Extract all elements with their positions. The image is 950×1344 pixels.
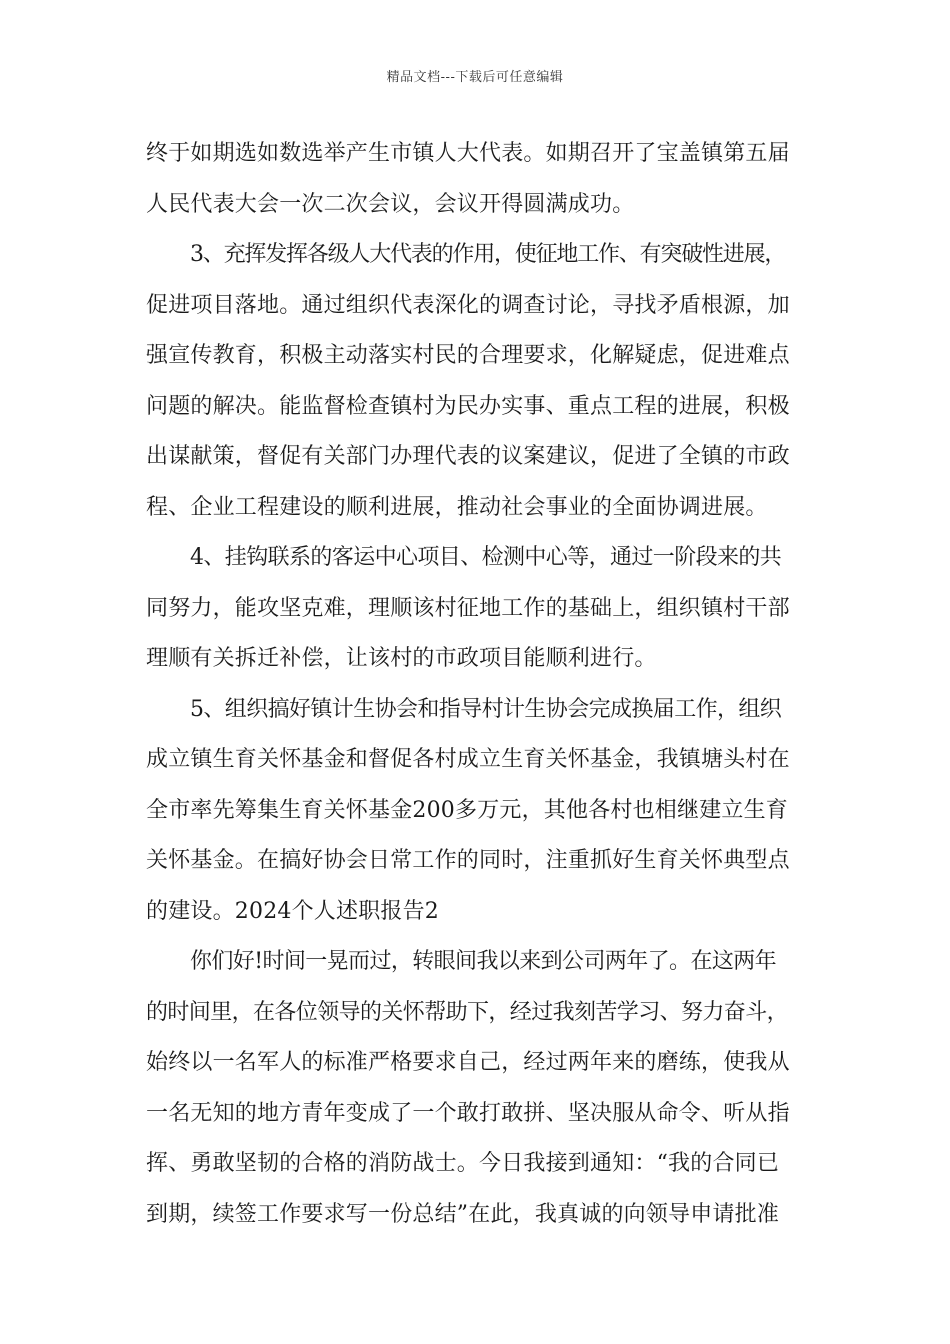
paragraph-start-line: 5、组织搞好镇计生协会和指导村计生协会完成换届工作，组织	[190, 696, 782, 722]
paragraph-start-line: 4、挂钩联系的客运中心项目、检测中心等，通过一阶段来的共	[190, 545, 782, 570]
text-line: 问题的解决。能监督检查镇村为民办实事、重点工程的进展，积极	[146, 393, 790, 419]
text-line: 促进项目落地。通过组织代表深化的调查讨论，寻找矛盾根源，加	[146, 292, 790, 318]
text-line: 人民代表大会一次二次会议，会议开得圆满成功。	[146, 191, 635, 217]
text-line: 强宣传教育，积极主动落实村民的合理要求，化解疑虑，促进难点	[146, 343, 790, 368]
document-body	[146, 129, 814, 1240]
text-line: 到期，续签工作要求写一份总结”在此，我真诚的向领导申请批准	[146, 1201, 780, 1227]
page-header: 精品文档---下载后可任意编辑	[386, 70, 564, 85]
paragraph-start-line: 3、充挥发挥各级人大代表的作用，使征地工作、有突破性进展，	[190, 242, 786, 267]
text-line: 的时间里，在各位领导的关怀帮助下，经过我刻苦学习、努力奋斗，	[146, 999, 789, 1025]
text-line: 的建设。2024个人述职报告2	[146, 898, 439, 924]
text-line: 一名无知的地方青年变成了一个敢打敢拼、坚决服从命令、听从指	[146, 1100, 790, 1126]
text-line: 终于如期选如数选举产生市镇人大代表。如期召开了宝盖镇第五届	[146, 141, 790, 166]
text-line: 挥、勇敢坚韧的合格的消防战士。今日我接到通知：“我的合同已	[146, 1151, 780, 1176]
text-line: 程、企业工程建设的顺利进展，推动社会事业的全面协调进展。	[146, 494, 768, 520]
text-line: 出谋献策，督促有关部门办理代表的议案建议，促进了全镇的市政	[146, 444, 790, 469]
text-line: 成立镇生育关怀基金和督促各村成立生育关怀基金，我镇塘头村在	[146, 747, 790, 772]
text-line: 全市率先筹集生育关怀基金200多万元，其他各村也相继建立生育	[146, 797, 788, 823]
text-line: 关怀基金。在搞好协会日常工作的同时，注重抓好生育关怀典型点	[146, 848, 790, 873]
paragraph-start-line: 你们好!时间一晃而过，转眼间我以来到公司两年了。在这两年	[190, 949, 777, 974]
text-line: 同努力，能攻坚克难，理顺该村征地工作的基础上，组织镇村干部	[146, 595, 790, 621]
text-line: 始终以一名军人的标准严格要求自己，经过两年来的磨练，使我从	[146, 1050, 790, 1075]
text-line: 理顺有关拆迁补偿，让该村的市政项目能顺利进行。	[146, 646, 657, 671]
